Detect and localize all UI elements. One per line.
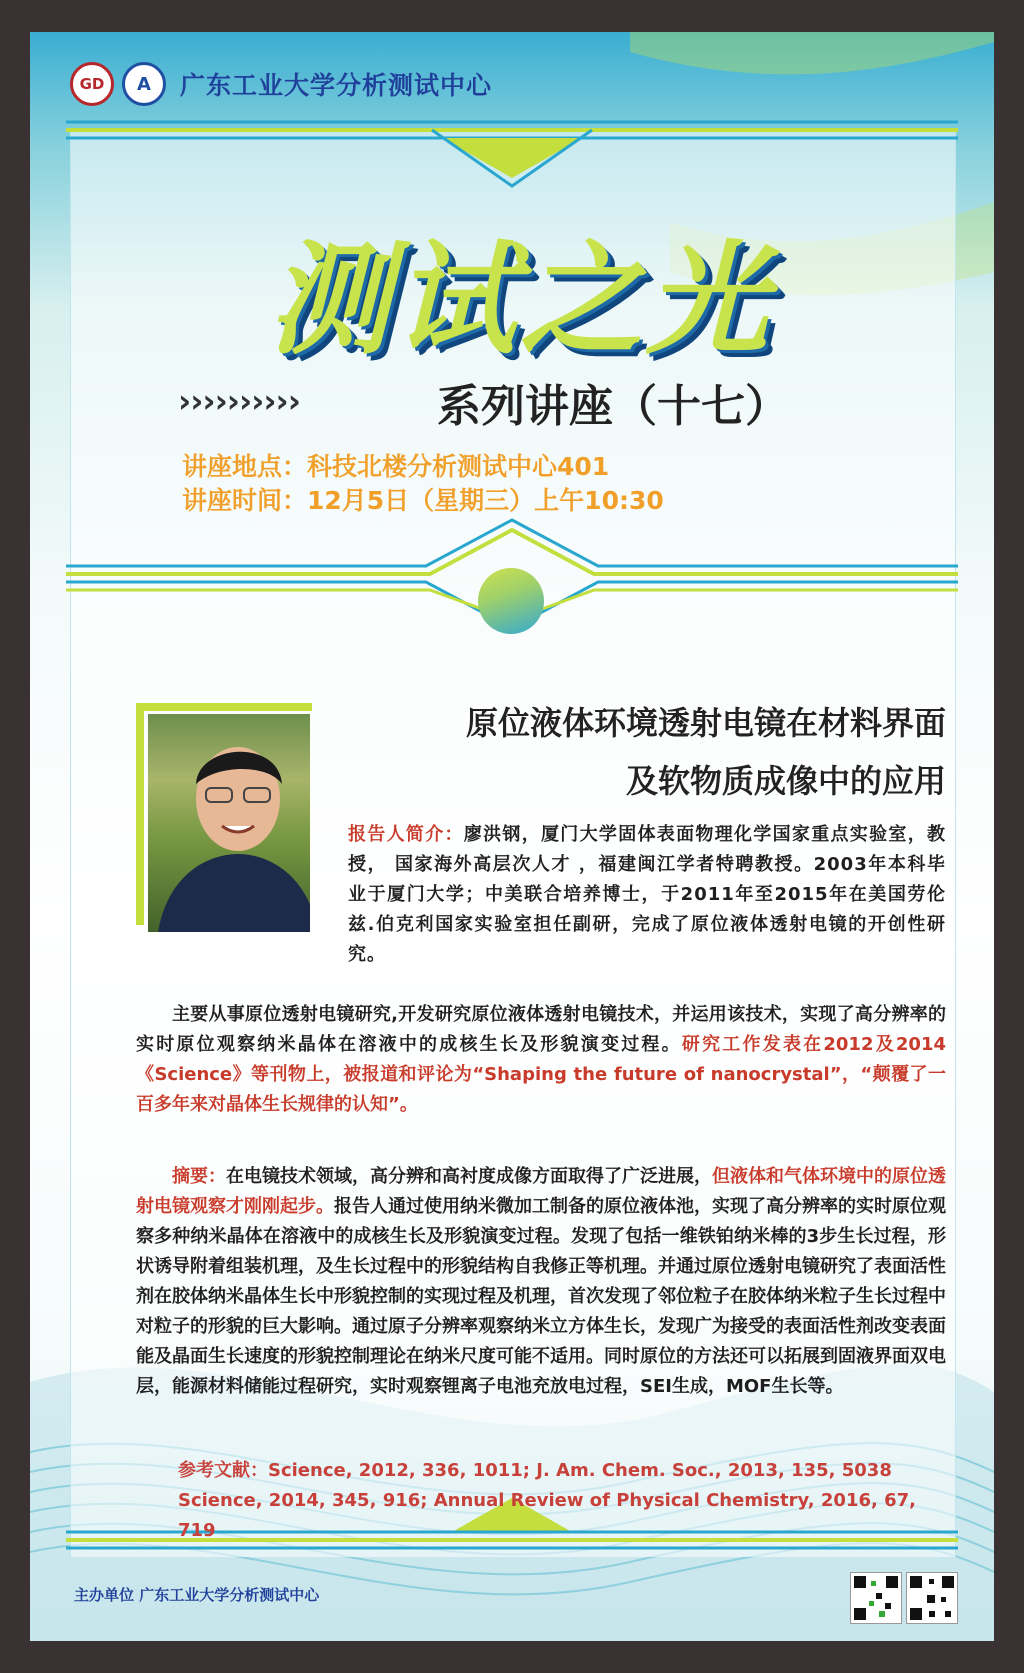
- abstract-label: 摘要：: [172, 1166, 226, 1187]
- arrows-decoration: ››››››››››: [178, 382, 300, 420]
- series-title: 系列讲座（十七）: [437, 381, 789, 432]
- poster: [30, 32, 994, 1641]
- bio-text: 廖洪钢，厦门大学固体表面物理化学国家重点实验室，教授， 国家海外高层次人才 ，福建闽江学者特聘教授。2003年本科毕业于厦门大学；中美联合培养博士，于2011年至2015年在美国劳伦兹.伯克利国家实验室担任副研，完成了原位液体透射电镜的开创性研究。: [348, 824, 947, 965]
- talk-title-line2: 及软物质成像中的应用: [625, 762, 946, 800]
- top-banner-lines: [66, 114, 958, 194]
- qr-code-icon: [906, 1572, 958, 1624]
- lecture-time: 讲座时间：12月5日（星期三）上午10:30: [182, 486, 664, 515]
- speaker-bio: [348, 820, 946, 970]
- abstract-highlight: 但液体和气体环境中的原位透射电镜观察才刚刚起步。: [136, 1166, 946, 1217]
- university-logo-text: GD: [79, 75, 105, 93]
- talk-title: [330, 694, 946, 810]
- speaker-portrait-icon: [148, 714, 310, 932]
- abstract-text1: 在电镜技术领域，高分辨和高衬度成像方面取得了广泛进展，: [226, 1166, 712, 1187]
- university-logo-icon: [70, 62, 114, 106]
- main-title: 测试之光: [268, 229, 772, 371]
- talk-title-line1: 原位液体环境透射电镜在材料界面: [465, 704, 946, 742]
- abstract: [136, 1162, 946, 1402]
- center-logo-text: A: [137, 73, 151, 95]
- research-text: 主要从事原位透射电镜研究,开发研究原位液体透射电镜技术，并运用该技术，实现了高分辨率的实时原位观察纳米晶体在溶液中的成核生长及形貌演变过程。: [136, 1004, 946, 1055]
- bio-label: 报告人简介：: [348, 824, 464, 845]
- reference-line1: Science, 2012, 336, 1011; J. Am. Chem. Soc., 2013, 135, 5038: [268, 1460, 892, 1481]
- qr-code-icon: [850, 1572, 902, 1624]
- speaker-photo: [148, 714, 310, 932]
- lecture-location: 讲座地点：科技北楼分析测试中心401: [182, 452, 610, 481]
- research-summary: [136, 1000, 946, 1120]
- host-organization: 主办单位 广东工业大学分析测试中心: [74, 1586, 320, 1604]
- research-highlight: 研究工作发表在2012及2014《Science》等刊物上，被报道和评论为“Shaping the future of nanocrystal”，“颠覆了一百多年来对晶体生长规律的认知”。: [136, 1034, 947, 1115]
- references: [178, 1456, 958, 1546]
- abstract-text2: 报告人通过使用纳米微加工制备的原位液体池，实现了高分辨率的实时原位观察多种纳米晶体在溶液中的成核生长及形貌演变过程。发现了包括一维铁铂纳米棒的3步生长过程，形状诱导附着组装机理，及生长过程中的形貌结构自我修正等机理。并通过原位透射电镜研究了表面活性剂在胶体纳米晶体生长中形貌控制的实现过程及机理，首次发现了邻位粒子在胶体纳米粒子生长过程中对粒子的形貌的巨大影响。通过原子分辨率观察纳米立方体生长，发现广为接受的表面活性剂改变表面能及晶面生长速度的形貌控制理论在纳米尺度可能不适用。同时原位的方法还可以拓展到固液界面双电层，能源材料储能过程研究，实时观察锂离子电池充放电过程，SEI生成，MOF生长等。: [136, 1196, 946, 1397]
- org-header: [70, 60, 492, 108]
- references-label: 参考文献：: [178, 1460, 268, 1481]
- center-logo-icon: [122, 62, 166, 106]
- org-name: 广东工业大学分析测试中心: [180, 71, 493, 100]
- reference-line2: Science, 2014, 345, 916; Annual Review of Physical Chemistry, 2016, 67, 719: [178, 1490, 916, 1541]
- orb-decoration: [478, 568, 544, 634]
